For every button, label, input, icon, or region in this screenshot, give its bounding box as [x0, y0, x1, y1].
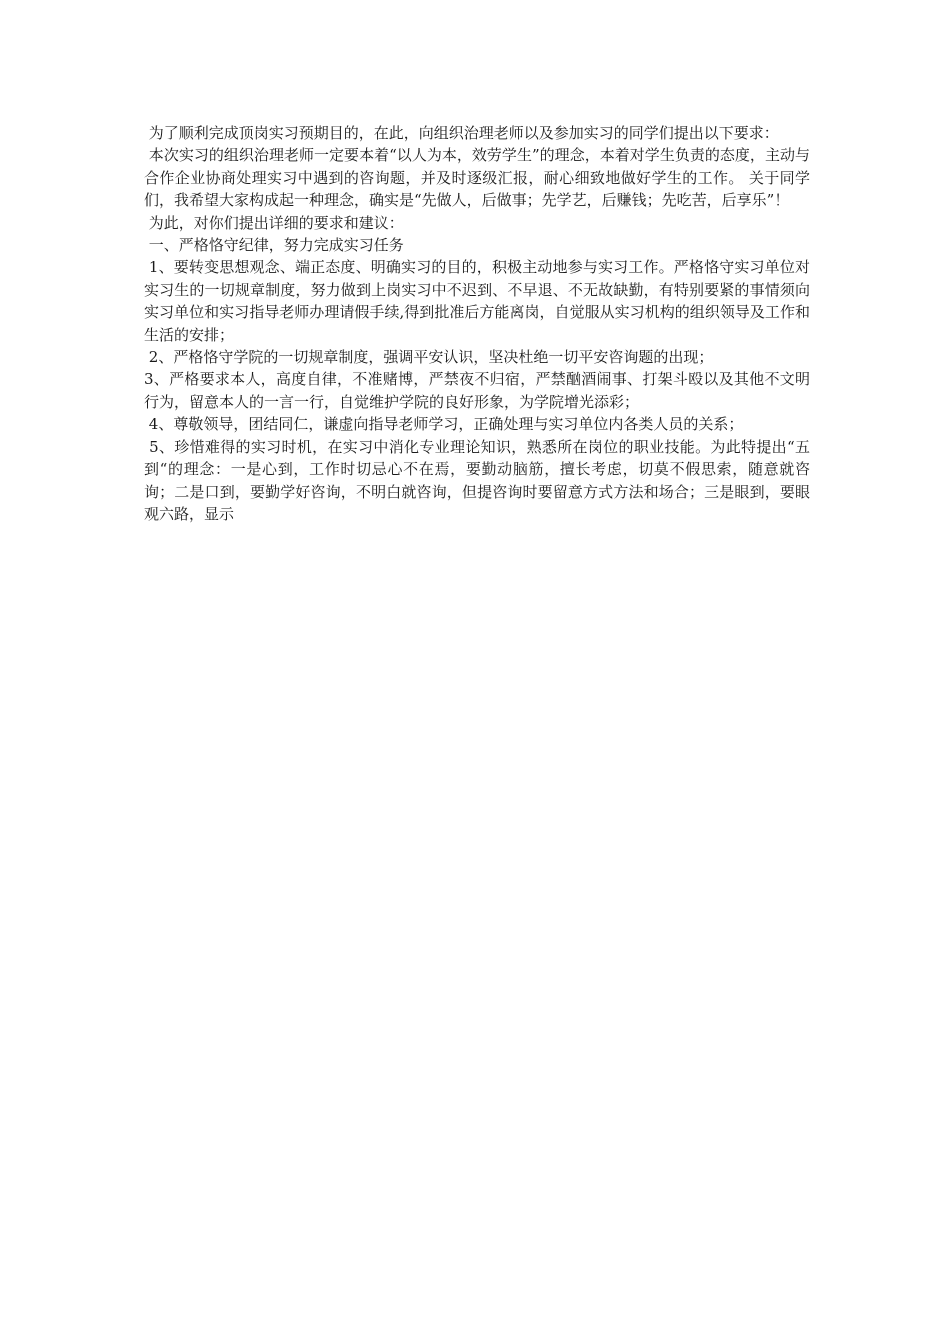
intro-paragraph: 为了顺利完成顶岗实习预期目的，在此，向组织治理老师以及参加实习的同学们提出以下要求： [144, 124, 779, 142]
list-item-5: 5、珍惜难得的实习时机，在实习中消化专业理论知识，熟悉所在岗位的职业技能。为此特提出“五到“的理念：一是心到，工作时切忌心不在焉，要勤动脑筋，擅长考虑，切莫不假思索，随意就咨询；二是口到，要勤学好咨询，不明白就咨询，但提咨询时要留意方式方法和场合；三是眼到，要眼观六路，显示 [144, 437, 810, 523]
section-heading-discipline: 一、严格恪守纪律，努力完成实习任务 [144, 236, 404, 255]
list-item-4: 4、尊敬领导，团结同仁，谦虚向指导老师学习，正确处理与实习单位内各类人员的关系； [144, 415, 744, 434]
list-item-1: 1、要转变思想观念、端正态度、明确实习的目的，积极主动地参与实习工作。严格恪守实习单位对实习生的一切规章制度，努力做到上岗实习中不迟到、不早退、不无故缺勤，有特别要紧的事情须向实习单位和实习指导老师办理请假手续,得到批准后方能离岗，自觉服从实习机构的组织领导及工作和生活的安排； [144, 258, 810, 344]
document-body [144, 122, 810, 525]
lead-in-paragraph: 为此，对你们提出详细的要求和建议： [144, 213, 404, 232]
teacher-requirements-paragraph: 本次实习的组织治理老师一定要本着“以人为本，效劳学生”的理念，本着对学生负责的态度，主动与合作企业协商处理实习中遇到的咨询题，并及时逐级汇报，耐心细致地做好学生的工作。 关于同学们，我希望大家构成起一种理念，确实是“先做人，后做事；先学艺，后赚钱；先吃苦，后享乐”！ [144, 146, 810, 210]
list-item-3: 3、严格要求本人，高度自律，不准赌博，严禁夜不归宿，严禁酗酒闹事、打架斗殴以及其他不文明行为，留意本人的一言一行，自觉维护学院的良好形象，为学院增光添彩； [144, 370, 810, 411]
list-item-2: 2、严格恪守学院的一切规章制度，强调平安认识，坚决杜绝一切平安咨询题的出现； [144, 348, 714, 367]
